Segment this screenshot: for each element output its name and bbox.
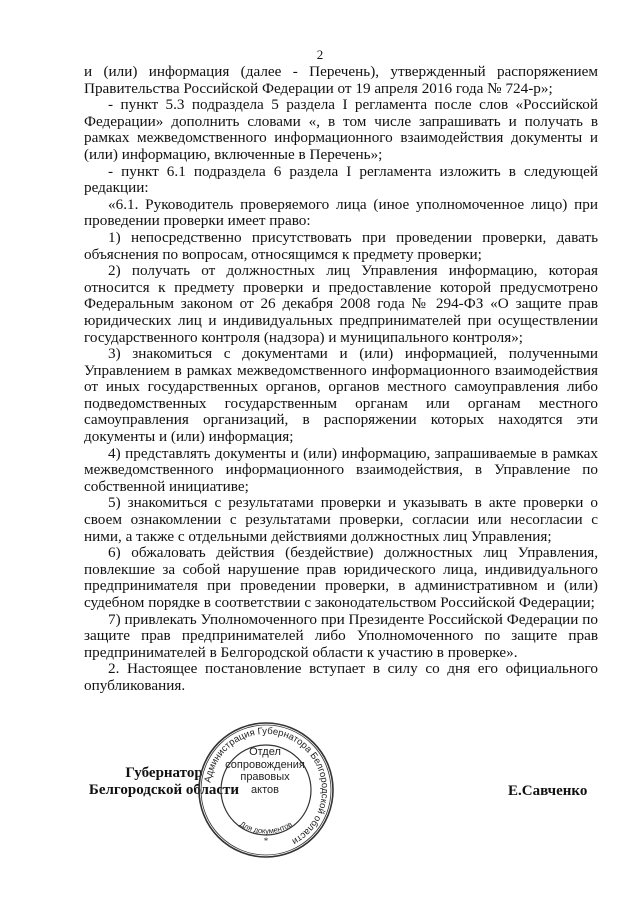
stamp-ring-text: Администрация Губернатора Белгородской области [202, 725, 331, 847]
stamp-line: правовых [240, 771, 290, 783]
position-line: Губернатор [125, 765, 203, 781]
stamp-center-text [225, 746, 305, 796]
stamp-line: актов [251, 783, 279, 796]
stamp-star: * [263, 836, 269, 846]
stamp-bottom-text: Для документов [238, 819, 294, 836]
paragraph: 4) представлять документы и (или) информацию, запрашиваемые в рамках межведомственного информационного взаимодействия, в Управление по собственной инициативе; [84, 444, 598, 495]
page-number: 2 [316, 47, 324, 62]
paragraph: 7) привлекать Уполномоченного при Президенте Российской Федерации по защите прав предпринимателей либо Уполномоченного по защите прав предпринимателей в Белгородской области к участию в проверке». [84, 610, 598, 661]
document-body [84, 64, 598, 695]
paragraph: и (или) информация (далее - Перечень), утвержденный распоряжением Правительства Российской Федерации от 19 апреля 2016 года № 724-р»; [84, 63, 598, 97]
paragraph: 2) получать от должностных лиц Управления информацию, которая относится к предмету проверки и предоставление которой предусмотрено Федеральным законом от 26 декабря 2008 года № 294-ФЗ «О защите прав юридических лиц и индивидуальных предпринимателей при осуществлении государственного контроля (надзора) и муниципального контроля»; [84, 262, 598, 346]
paragraph: 3) знакомиться с документами и (или) информацией, полученными Управлением в рамках межведомственного информационного взаимодействия от иных государственных органов, органов местного самоуправления либо подведомственных государственным органам или органам местного самоуправления организаций, в распоряжении которых находятся эти документы и (или) информация; [84, 345, 598, 446]
paragraph: - пункт 5.3 подраздела 5 раздела I регламента после слов «Российской Федерации» дополнить словами «, в том числе запрашивать и получать в рамках межведомственного информационного взаимодействия документы и (или) информацию, включенные в Перечень»; [84, 96, 598, 163]
paragraph: 6) обжаловать действия (бездействие) должностных лиц Управления, повлекшие за собой нарушение прав юридического лица, индивидуального предпринимателя при проведении проверки, в административном и (или) судебном порядке в соответствии с законодательством Российской Федерации; [84, 544, 598, 611]
stamp-line: Отдел [249, 746, 281, 758]
signatory-name: Е.Савченко [508, 783, 588, 799]
paragraph: «6.1. Руководитель проверяемого лица (иное уполномоченное лицо) при проведении проверки имеет право: [84, 195, 598, 230]
paragraph: - пункт 6.1 подраздела 6 раздела I регламента изложить в следующей редакции: [84, 162, 598, 197]
paragraph: 1) непосредственно присутствовать при проведении проверки, давать объяснения по вопросам, относящимся к предмету проверки; [84, 228, 598, 263]
paragraph: 2. Настоящее постановление вступает в силу со дня его официального опубликования. [84, 660, 598, 694]
paragraph: 5) знакомиться с результатами проверки и указывать в акте проверки о своем ознакомлении с результатами проверки, согласии или несогласии с ними, а также с отдельными действиями должностных лиц Управления; [84, 494, 598, 545]
stamp-line: сопровождения [225, 758, 305, 771]
position-line: Белгородской области [88, 782, 240, 798]
